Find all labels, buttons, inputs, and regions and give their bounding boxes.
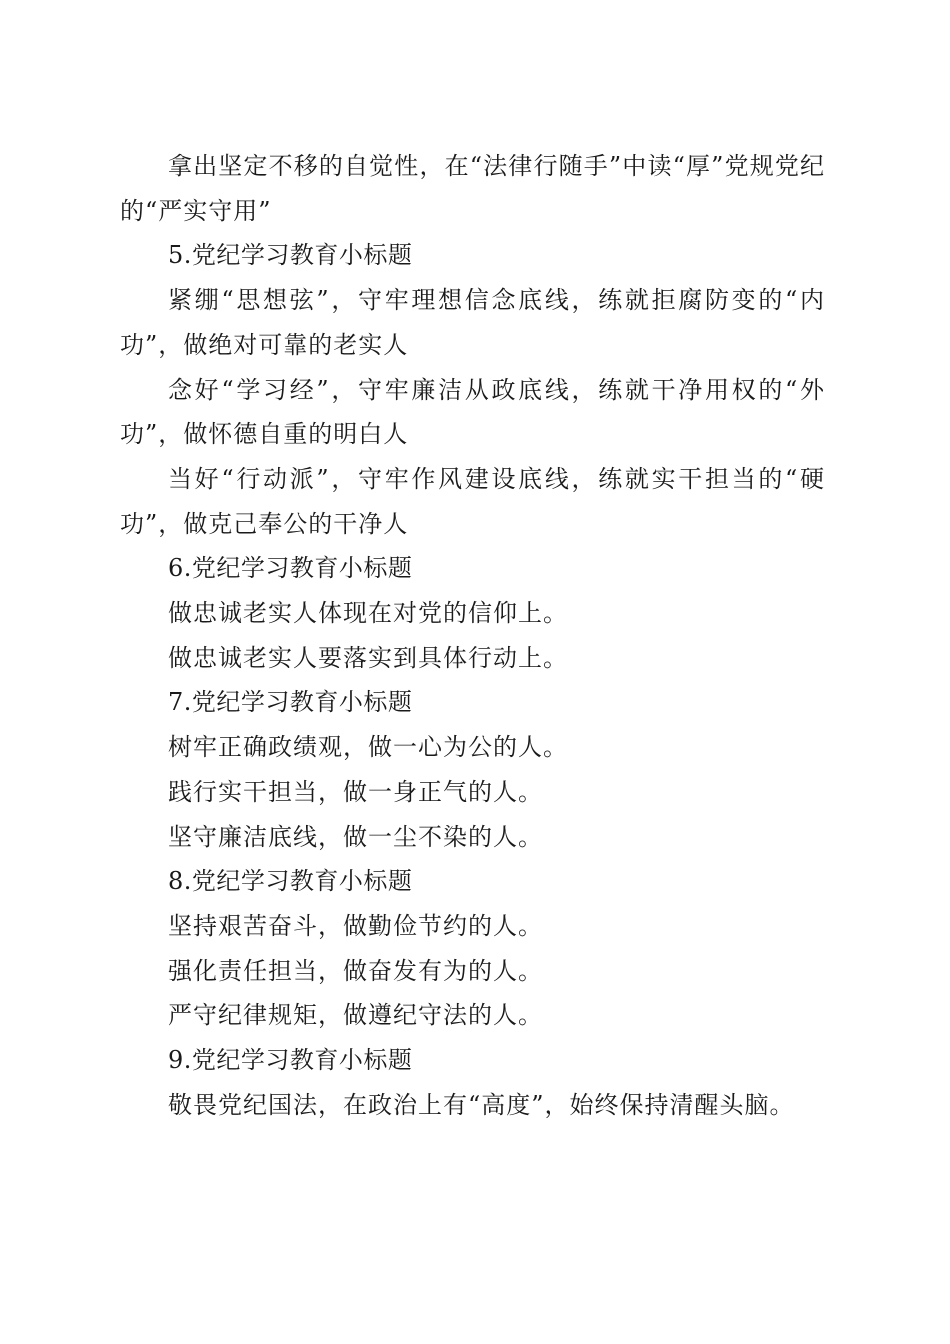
section-heading: 6.党纪学习教育小标题 — [168, 554, 413, 583]
section-heading: 8.党纪学习教育小标题 — [168, 867, 413, 896]
body-paragraph: 敬畏党纪国法，在政治上有“高度”，始终保持清醒头脑。 — [168, 1090, 795, 1119]
section-heading: 7.党纪学习教育小标题 — [168, 688, 413, 717]
document-body — [120, 144, 825, 1127]
body-paragraph: 紧绷“思想弦”，守牢理想信念底线，练就拒腐防变的“内功”，做绝对可靠的老实人 — [120, 286, 825, 359]
body-paragraph: 做忠诚老实人要落实到具体行动上。 — [168, 643, 568, 672]
section-heading: 9.党纪学习教育小标题 — [168, 1046, 413, 1075]
body-paragraph: 念好“学习经”，守牢廉洁从政底线，练就干净用权的“外功”，做怀德自重的明白人 — [120, 375, 825, 449]
body-paragraph: 拿出坚定不移的自觉性，在“法律行随手”中读“厚”党规党纪的“严实守用” — [120, 152, 825, 225]
body-paragraph: 树牢正确政绩观，做一心为公的人。 — [168, 733, 568, 762]
section-heading: 5.党纪学习教育小标题 — [168, 241, 413, 270]
body-paragraph: 做忠诚老实人体现在对党的信仰上。 — [168, 599, 568, 628]
body-paragraph: 严守纪律规矩，做遵纪守法的人。 — [168, 1001, 543, 1030]
body-paragraph: 当好“行动派”，守牢作风建设底线，练就实干担当的“硬功”，做克己奉公的干净人 — [120, 464, 825, 538]
body-paragraph: 坚持艰苦奋斗，做勤俭节约的人。 — [168, 911, 543, 940]
body-paragraph: 践行实干担当，做一身正气的人。 — [168, 777, 543, 806]
body-paragraph: 坚守廉洁底线，做一尘不染的人。 — [168, 822, 543, 851]
body-paragraph: 强化责任担当，做奋发有为的人。 — [168, 956, 543, 985]
